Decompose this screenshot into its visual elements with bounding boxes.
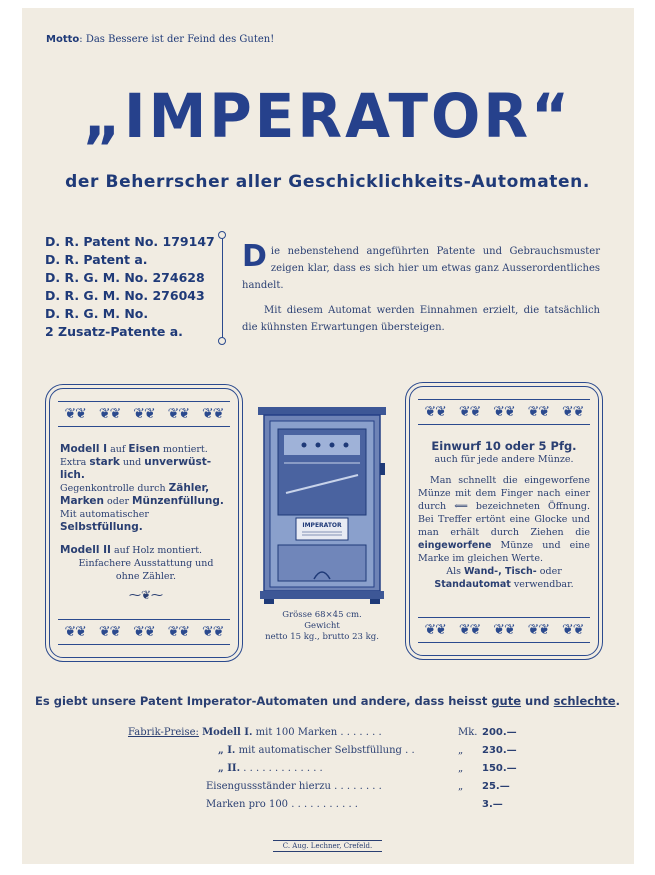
price-row: „ II. . . . . . . . . . . . . . „ 150.— bbox=[218, 763, 517, 774]
intro-paragraph-2: Mit diesem Automat werden Einnahmen erzielt, die tatsächlich die kühnsten Erwartungen übersteigen. bbox=[242, 305, 600, 333]
machine-caption: Grösse 68×45 cm. Gewicht netto 15 kg., brutto 23 kg. bbox=[265, 610, 379, 642]
automat-illustration bbox=[256, 403, 388, 605]
ornament-icon: ⁓❦⁓ bbox=[128, 588, 164, 602]
price-row: Fabrik-Preise: Modell I. mit 100 Marken . . . . . . . Mk. 200.— bbox=[128, 727, 517, 738]
price-row: „ I. mit automatischer Selbstfüllung . . „ 230.— bbox=[218, 745, 517, 756]
patent-item: D. R. G. M. No. 276043 bbox=[45, 288, 205, 303]
patent-list bbox=[45, 233, 215, 341]
price-list bbox=[120, 727, 530, 817]
printer-imprint: C. Aug. Lechner, Crefeld. bbox=[0, 842, 655, 850]
price-row: Eisengussständer hierzu . . . . . . . . „ 25.— bbox=[206, 781, 510, 792]
leaf-frieze-bottom: ❦❦ ❦❦ ❦❦ ❦❦ ❦❦ bbox=[58, 619, 230, 645]
motto: Motto: Das Bessere ist der Feind des Guten! bbox=[46, 34, 275, 45]
poster-title: „IMPERATOR“ bbox=[82, 80, 573, 152]
drop-cap: D bbox=[242, 239, 267, 274]
usage-description: Einwurf 10 oder 5 Pfg. auch für jede andere Münze. Man schnellt die eingeworfene Münze mit dem Finger nach einer durch ⟸ bezeichneten Öffnung. Bei Treffer ertönt eine Glocke und man erhält durch Ziehen die eingeworfene Münze und eine Marke im gleichen Werte. Als Wand-, Tisch- oder Standautomat verwendbar. bbox=[418, 439, 591, 590]
intro-text: Die nebenstehend angeführten Patente und Gebrauchsmuster zeigen klar, dass es sich hier um etwas ganz Ausserordentliches handelt. Mit diesem Automat werden Einnahmen erzielt, die tatsächlich die kühnsten Erwartungen übersteigen. bbox=[242, 243, 600, 336]
price-row: Marken pro 100 . . . . . . . . . . . 3.— bbox=[206, 799, 503, 810]
nameplate-text: IMPERATOR bbox=[302, 522, 342, 529]
bracket-ornament bbox=[222, 236, 227, 340]
leaf-frieze-top: ❦❦ ❦❦ ❦❦ ❦❦ ❦❦ bbox=[418, 399, 590, 425]
arrow-icon: ⟸ bbox=[454, 501, 468, 512]
patent-item: D. R. G. M. No. 274628 bbox=[45, 270, 205, 285]
leaf-frieze-bottom: ❦❦ ❦❦ ❦❦ ❦❦ ❦❦ bbox=[418, 617, 590, 643]
patent-item: D. R. G. M. No. bbox=[45, 306, 149, 321]
claim-line: Es giebt unsere Patent Imperator-Automaten und andere, dass heisst gute und schlechte. bbox=[35, 694, 620, 708]
poster-subtitle: der Beherrscher aller Geschicklichkeits-Automaten. bbox=[65, 172, 590, 192]
model-description: Modell I auf Eisen montiert. Extra stark und unverwüst- lich. Gegenkontrolle durch Zähler, Marken oder Münzenfüllung. Mit automatischer Selbstfüllung. Modell II auf Holz montiert. Einfachere Ausstattung und ohne Zähler. ⁓❦⁓ bbox=[60, 443, 232, 602]
leaf-frieze-top: ❦❦ ❦❦ ❦❦ ❦❦ ❦❦ bbox=[58, 401, 230, 427]
price-heading: Fabrik-Preise: bbox=[128, 727, 199, 738]
patent-item: D. R. Patent a. bbox=[45, 252, 148, 267]
patent-item: 2 Zusatz-Patente a. bbox=[45, 324, 183, 339]
patent-item: D. R. Patent No. 179147 bbox=[45, 234, 215, 249]
